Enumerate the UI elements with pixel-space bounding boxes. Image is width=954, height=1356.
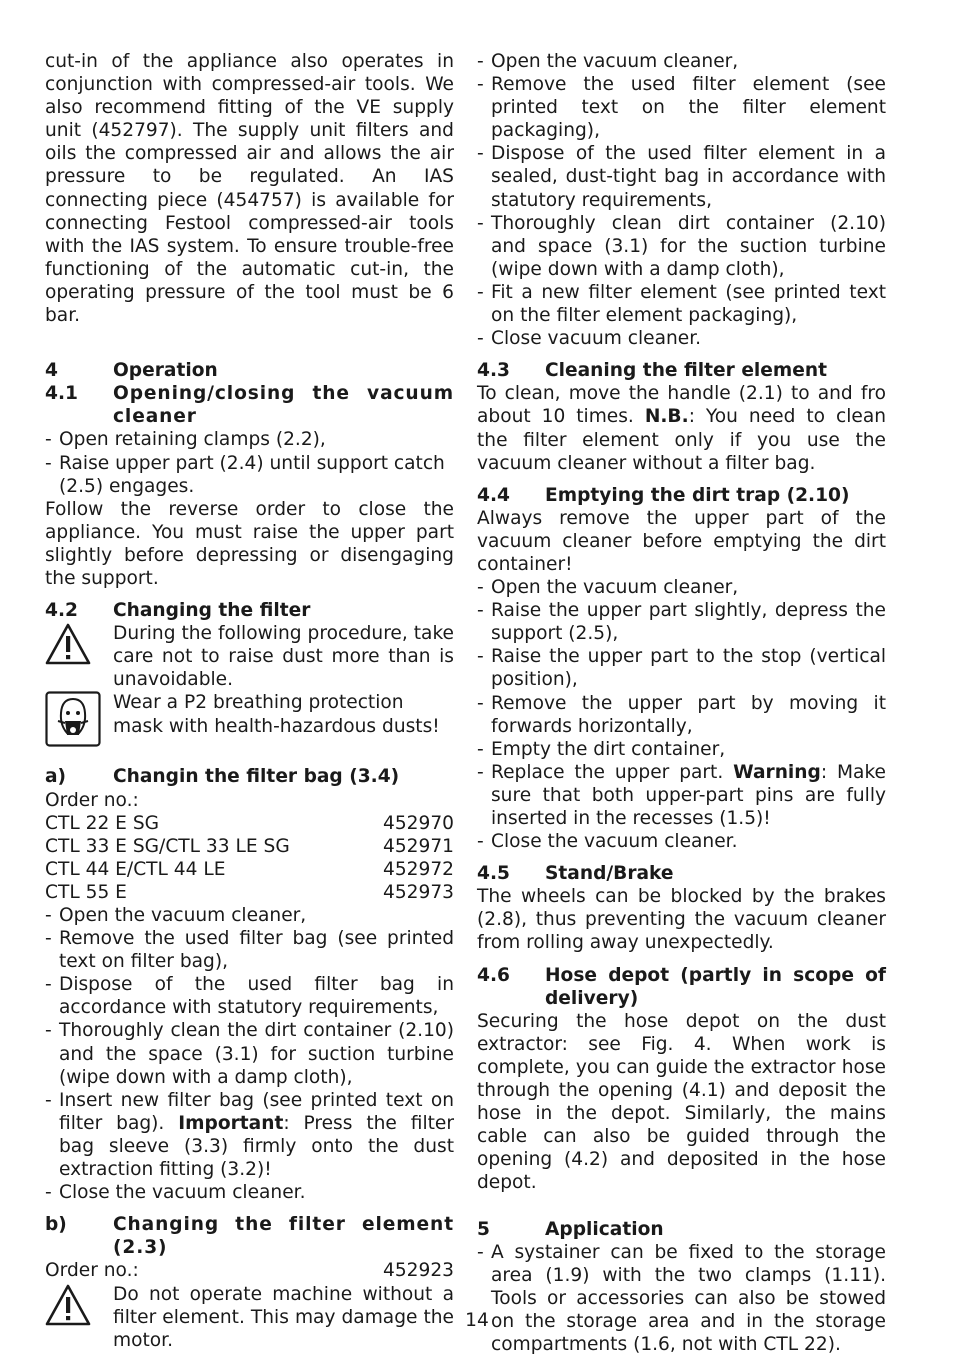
list-dash: - — [477, 1241, 484, 1263]
heading-title: Hose depot (partly in scope of delivery) — [545, 964, 886, 1009]
list-dash: - — [477, 328, 484, 350]
insert-text-pre: Insert new filter bag (see printed text on filter bag). — [59, 1089, 454, 1134]
list-item — [477, 50, 886, 73]
warning-text: During the following procedure, take care not to raise dust more than is unavoidable. — [113, 623, 454, 691]
list-item-text: Fit a new filter element (see printed text on the filter element packaging), — [491, 281, 886, 327]
page-number: 14 — [465, 1310, 489, 1331]
replace-text-pre: Replace the upper part. — [491, 761, 734, 783]
list-dash: - — [45, 1089, 52, 1111]
order-row — [45, 881, 454, 904]
list-item — [477, 830, 886, 853]
list-item — [477, 73, 886, 142]
heading-a — [45, 765, 454, 788]
heading-4-5 — [477, 862, 886, 885]
order-label: Order no.: — [45, 789, 139, 811]
list-dash: - — [477, 831, 484, 853]
heading-title: Emptying the dirt trap (2.10) — [545, 484, 850, 506]
list-item — [477, 599, 886, 645]
mask-block — [45, 691, 454, 747]
list-dash: - — [45, 429, 52, 451]
list-item — [45, 452, 454, 498]
list-item-text: Open the vacuum cleaner, — [491, 577, 739, 599]
cleaning-text-post: : You need to clean the filter element only if you use the vacuum cleaner without a filter bag. — [477, 406, 886, 474]
list-item — [45, 973, 454, 1019]
heading-4-6 — [477, 964, 886, 1010]
heading-number: 4.4 — [477, 484, 510, 506]
list-item-text: Empty the dirt container, — [491, 738, 726, 760]
emptying-paragraph: Always remove the upper part of the vacuum cleaner before emptying the dirt container! — [477, 507, 886, 575]
heading-number: 5 — [477, 1218, 490, 1240]
list-item — [45, 927, 454, 973]
list-dash: - — [477, 143, 484, 165]
heading-4 — [45, 359, 454, 382]
list-item — [477, 738, 886, 761]
order-row — [45, 858, 454, 881]
heading-number: 4.3 — [477, 360, 510, 382]
list-dash: - — [45, 974, 52, 996]
list-dash: - — [45, 928, 52, 950]
warning-text: Do not operate machine without a filter element. This may damage the motor. — [113, 1283, 454, 1351]
list-item-text: Open the vacuum cleaner, — [59, 905, 307, 926]
heading-4-3 — [477, 359, 886, 382]
heading-title: Stand/Brake — [545, 863, 674, 885]
order-model: CTL 33 E SG/CTL 33 LE SG — [45, 835, 290, 857]
list-dash: - — [477, 281, 484, 303]
list-item-text: Open the vacuum cleaner, — [491, 51, 739, 72]
list-dash: - — [45, 905, 52, 926]
heading-title: Changin the filter bag (3.4) — [113, 766, 400, 788]
list-dash: - — [477, 692, 484, 714]
list-item-text: Thoroughly clean the dirt container (2.10) and the space (3.1) for suction turbine (wipe down with a damp cloth), — [59, 1020, 454, 1088]
list-item — [45, 1089, 454, 1181]
list-item-text: Raise upper part (2.4) until support catch (2.5) engages. — [59, 452, 445, 497]
list-item-text — [491, 761, 886, 830]
list-item-text — [59, 1089, 454, 1181]
order-label: Order no.: — [45, 1260, 139, 1282]
list-dash: - — [477, 738, 484, 760]
heading-title: Operation — [113, 360, 218, 382]
list-item — [45, 1019, 454, 1088]
order-model: CTL 44 E/CTL 44 LE — [45, 858, 226, 880]
list-item — [477, 1241, 886, 1356]
heading-5 — [477, 1218, 886, 1241]
list-item — [477, 142, 886, 211]
list-item-text: Close vacuum cleaner. — [491, 328, 702, 350]
order-number: 452923 — [383, 1260, 454, 1282]
list-dash: - — [45, 452, 52, 474]
list-dash: - — [477, 51, 484, 72]
heading-b — [45, 1213, 454, 1259]
order-number: 452971 — [383, 835, 454, 857]
heading-number: b) — [45, 1214, 67, 1236]
list-dash: - — [477, 212, 484, 234]
list-dash: - — [477, 600, 484, 622]
list-item-text: Open retaining clamps (2.2), — [59, 429, 326, 451]
list-item-text: A systainer can be fixed to the storage area (1.9) with the two clamps (1.11). Tools or accessories can also be stowed on the storage area and in the storage compartments (1.6, not with CTL 22). — [491, 1241, 886, 1355]
cleaning-paragraph — [477, 382, 886, 474]
list-dash: - — [477, 646, 484, 668]
order-number: 452973 — [383, 881, 454, 903]
list-item-text: Raise the upper part slightly, depress the support (2.5), — [491, 600, 886, 645]
list-item — [477, 692, 886, 738]
list-item-text: Raise the upper part to the stop (vertical position), — [491, 646, 886, 691]
list-item — [45, 904, 454, 927]
list-dash: - — [45, 1182, 52, 1204]
list-dash: - — [477, 761, 484, 783]
heading-number: 4.1 — [45, 383, 78, 405]
list-item-text: Dispose of the used filter element in a sealed, dust-tight bag in accordance with statutory requirements, — [491, 143, 886, 211]
important-label: Important — [178, 1112, 284, 1134]
heading-4-2 — [45, 599, 454, 622]
order-number: 452972 — [383, 858, 454, 880]
heading-title: Opening/closing the vacuum cleaner — [113, 383, 454, 428]
insert-text-post: : Press the filter bag sleeve (3.3) firmly onto the dust extraction fitting (3.2)! — [59, 1112, 454, 1181]
intro-paragraph: cut-in of the appliance also operates in conjunction with compressed-air tools. We also recommend fitting of the VE supply unit (452797). The supply unit filters and oils the compressed air and allows the air pressure to be regulated. An IAS connecting piece (454757) is available for connecting Festool compressed-air tools with the IAS system. To ensure trouble-free functioning of the automatic cut-in, the operating pressure of the tool must be 6 bar. — [45, 51, 454, 327]
list-item-text: Remove the used filter element (see printed text on the filter element packaging), — [491, 74, 886, 142]
order-model: CTL 22 E SG — [45, 812, 160, 834]
nb-label: N.B. — [644, 406, 689, 428]
list-item-text: Close the vacuum cleaner. — [491, 831, 738, 853]
close-paragraph: Follow the reverse order to close the appliance. You must raise the upper part slightly before depressing or disengaging the support. — [45, 498, 454, 589]
list-dash: - — [477, 577, 484, 599]
list-item — [477, 645, 886, 691]
heading-title: Changing the filter — [113, 600, 311, 622]
warning-label: Warning — [733, 761, 821, 783]
heading-number: 4.6 — [477, 964, 510, 986]
list-item — [45, 1181, 454, 1204]
list-item-text: Close the vacuum cleaner. — [59, 1182, 306, 1204]
warning-triangle-icon — [45, 622, 113, 691]
list-item — [477, 212, 886, 281]
list-item-text: Remove the used filter bag (see printed text on filter bag), — [59, 928, 454, 973]
heading-number: 4.2 — [45, 600, 78, 622]
list-item — [477, 327, 886, 350]
order-row — [45, 1259, 454, 1282]
list-dash: - — [45, 1020, 52, 1042]
heading-number: 4.5 — [477, 863, 510, 885]
order-row — [45, 835, 454, 858]
heading-number: 4 — [45, 360, 58, 382]
warning-block — [45, 622, 454, 691]
replace-text-post: : Make sure that both upper-part pins are fully inserted in the recesses (1.5)! — [491, 761, 886, 829]
heading-4-4 — [477, 484, 886, 507]
heading-title: Application — [545, 1218, 664, 1240]
breathing-mask-icon — [45, 691, 113, 747]
cleaning-text-pre: To clean, move the handle (2.1) to and fro about 10 times. — [477, 383, 886, 428]
brake-paragraph: The wheels can be blocked by the brakes (2.8), thus preventing the vacuum cleaner from rolling away unexpectedly. — [477, 886, 886, 954]
order-row — [45, 812, 454, 835]
list-item — [45, 428, 454, 451]
left-column — [45, 50, 454, 1352]
list-dash: - — [477, 74, 484, 96]
list-item — [477, 576, 886, 599]
list-item — [477, 281, 886, 327]
list-item-text: Remove the upper part by moving it forwards horizontally, — [491, 692, 886, 737]
heading-title: Changing the filter element (2.3) — [113, 1214, 454, 1259]
right-column — [477, 50, 886, 1356]
list-item-text: Thoroughly clean dirt container (2.10) and space (3.1) for the suction turbine (wipe down with a damp cloth), — [491, 212, 886, 280]
heading-title: Cleaning the filter element — [545, 360, 828, 382]
mask-text: Wear a P2 breathing protection mask with health-hazardous dusts! — [113, 692, 440, 737]
order-number: 452970 — [383, 812, 454, 834]
hose-depot-paragraph: Securing the hose depot on the dust extractor: see Fig. 4. When work is complete, you can guide the extractor hose through the opening (4.1) and deposit the hose in the depot. Similarly, the mains cable can also be guided through the opening (4.2) and deposited in the hose depot. — [477, 1010, 886, 1194]
order-model: CTL 55 E — [45, 881, 127, 903]
heading-number: a) — [45, 766, 67, 788]
list-item — [477, 761, 886, 830]
list-item-text: Dispose of the used filter bag in accordance with statutory requirements, — [59, 974, 454, 1019]
heading-4-1 — [45, 382, 454, 428]
